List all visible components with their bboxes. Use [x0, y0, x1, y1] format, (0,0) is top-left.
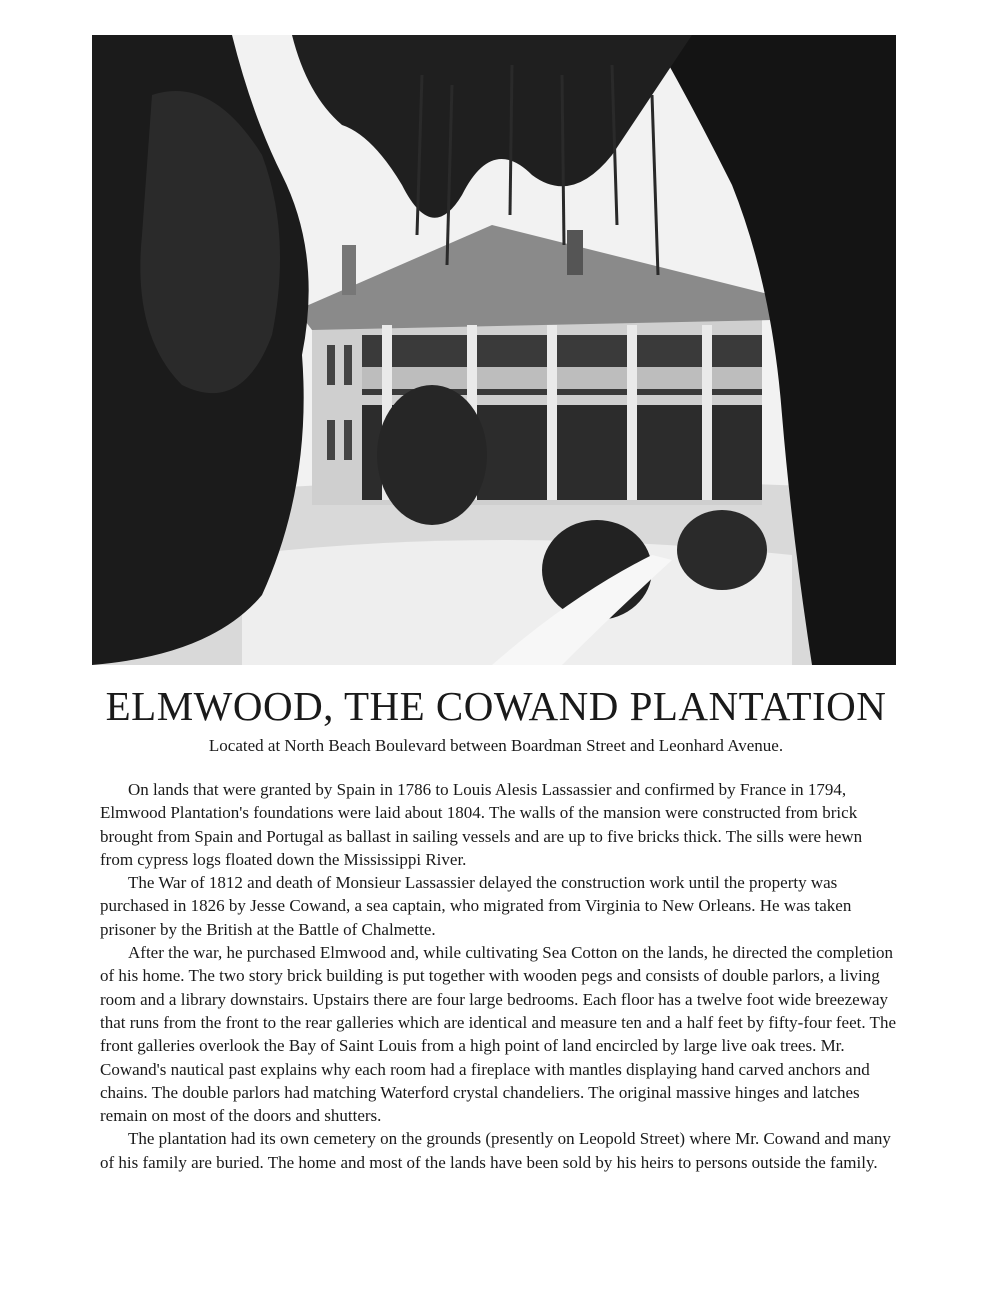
paragraph: The War of 1812 and death of Monsieur Lassassier delayed the construction work until the property was purchased in 1826 by Jesse Cowand, a sea captain, who migrated from Virginia to New Orleans. He was taken prisoner by the British at the Battle of Chalmette.	[100, 873, 852, 939]
paragraph: The plantation had its own cemetery on the grounds (presently on Leopold Street) where Mr. Cowand and many of his family are buried. The home and most of the lands have been sold by his heirs to persons outside the family.	[100, 1129, 891, 1172]
page-title: ELMWOOD, THE COWAND PLANTATION	[105, 683, 887, 729]
paragraph: After the war, he purchased Elmwood and, while cultivating Sea Cotton on the lands, he directed the completion of his home. The two story brick building is put together with wooden pegs and consists of double parlors, a living room and a library downstairs. Upstairs there are four large bedrooms. Each floor has a twelve foot wide breezeway that runs from the front to the rear galleries which are identical and measure ten and a half feet by fifty-four feet. The front galleries overlook the Bay of Saint Louis from a high point of land encircled by large live oak trees. Mr. Cowand's nautical past explains why each room had a fireplace with mantles displaying hand carved anchors and chains. The double parlors had matching Waterford crystal chandeliers. The original massive hinges and latches remain on most of the doors and shutters.	[100, 943, 896, 1126]
location-subtitle: Located at North Beach Boulevard between Boardman Street and Leonhard Avenue.	[208, 736, 784, 755]
plantation-house-photo	[92, 35, 896, 665]
paragraph: On lands that were granted by Spain in 1786 to Louis Alesis Lassassier and confirmed by France in 1794, Elmwood Plantation's foundations were laid about 1804. The walls of the mansion were constructed from brick brought from Spain and Portugal as ballast in sailing vessels and are up to five bricks thick. The sills were hewn from cypress logs floated down the Mississippi River.	[100, 780, 863, 869]
article-body	[100, 778, 896, 1174]
